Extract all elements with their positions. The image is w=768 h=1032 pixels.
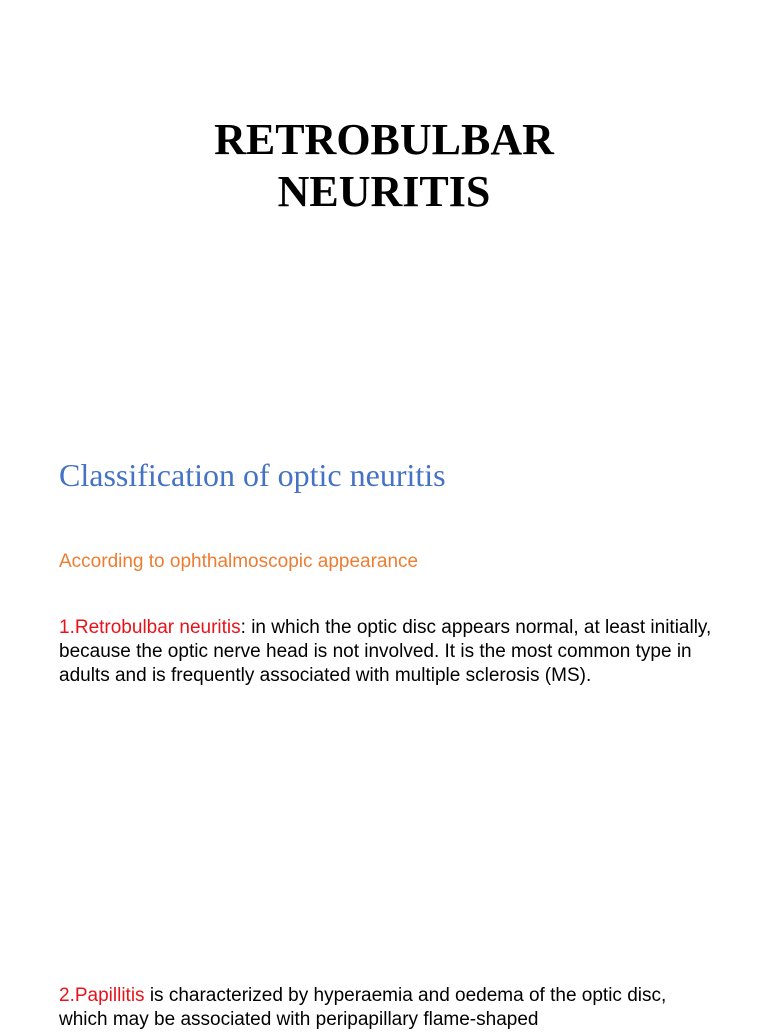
term-retrobulbar-neuritis: 1.Retrobulbar neuritis [59, 617, 241, 638]
paragraph-retrobulbar-neuritis [59, 616, 719, 688]
section-heading: Classification of optic neuritis [59, 457, 446, 493]
subheading: According to ophthalmoscopic appearance [59, 551, 419, 572]
paragraph-papillitis [59, 984, 719, 1032]
description-papillitis: is characterized by hyperaemia and oedema of the optic disc, which may be associated with peripapillary flame-shaped [59, 985, 667, 1030]
slide-title-line-2: NEURITIS [277, 167, 491, 216]
term-papillitis: 2.Papillitis [59, 985, 145, 1006]
description-retrobulbar-neuritis: : in which the optic disc appears normal, at least initially, because the optic nerve head is not involved. It is the most common type in adults and is frequently associated with multiple sclerosis (MS). [59, 617, 712, 686]
slide-title [0, 114, 768, 218]
slide-title-line-1: RETROBULBAR [214, 115, 554, 164]
